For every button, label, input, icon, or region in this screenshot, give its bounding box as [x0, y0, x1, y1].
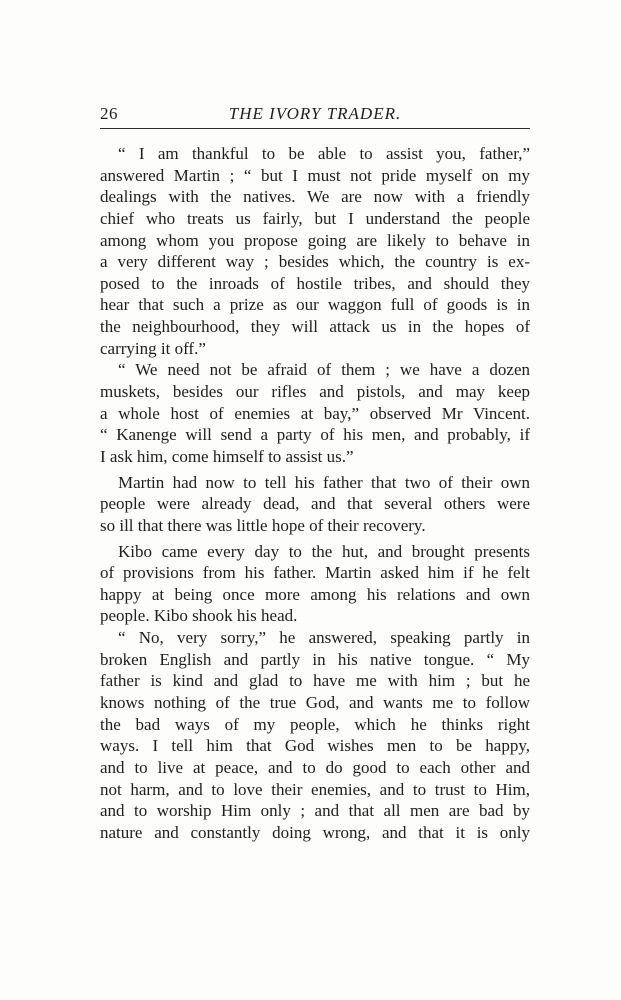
text-line: of provisions from his father. Martin asked him if he felt [100, 563, 530, 583]
text-line: people were already dead, and that several others were [100, 494, 530, 514]
text-line: muskets, besides our rifles and pistols, and may keep [100, 382, 530, 402]
text-line: father is kind and glad to have me with him ; but he [100, 671, 530, 691]
text-line: the neighbourhood, they will attack us in the hopes of [100, 317, 530, 337]
text-line: “ We need not be afraid of them ; we have a dozen [118, 360, 530, 380]
page-header [100, 100, 530, 126]
text-line: not harm, and to love their enemies, and to trust to Him, [100, 779, 530, 799]
text-line: chief who treats us fairly, but I understand the people [100, 208, 530, 228]
text-line: ways. I tell him that God wishes men to be happy, [100, 736, 530, 756]
text-line: knows nothing of the true God, and wants me to follow [100, 693, 530, 713]
text-line: “ No, very sorry,” he answered, speaking partly in [118, 628, 530, 648]
text-line: “ I am thankful to be able to assist you, father,” [118, 144, 530, 163]
text-line: among whom you propose going are likely to behave in [100, 230, 530, 250]
header-rule [100, 128, 530, 129]
text-line: posed to the inroads of hostile tribes, and should they [100, 273, 530, 293]
text-line: and to worship Him only ; and that all men are bad by [100, 801, 530, 821]
text-line: dealings with the natives. We are now with a friendly [100, 187, 530, 207]
body-text [100, 143, 530, 844]
text-line: Kibo came every day to the hut, and brought presents [118, 541, 530, 561]
running-title: THE IVORY TRADER. [228, 104, 402, 123]
text-line: Martin had now to tell his father that two of their own [118, 472, 530, 492]
text-line: people. Kibo shook his head. [100, 606, 298, 626]
text-line: the bad ways of my people, which he thinks right [100, 714, 530, 734]
text-line: “ Kanenge will send a party of his men, and probably, if [100, 425, 530, 445]
page-number: 26 [100, 104, 118, 123]
text-line: answered Martin ; “ but I must not pride myself on my [100, 165, 530, 185]
text-line: happy at being once more among his relations and own [100, 584, 530, 604]
text-line: hear that such a prize as our waggon full of goods is in [100, 295, 530, 315]
text-line: a very different way ; besides which, the country is ex- [100, 252, 530, 272]
text-line: and to live at peace, and to do good to each other and [100, 757, 530, 777]
text-line: a whole host of enemies at bay,” observed Mr Vincent. [100, 403, 530, 423]
text-line: so ill that there was little hope of their recovery. [100, 515, 426, 535]
text-line: nature and constantly doing wrong, and that it is only [100, 822, 530, 842]
text-line: carrying it off.” [100, 338, 206, 358]
text-line: I ask him, come himself to assist us.” [100, 446, 354, 466]
text-line: broken English and partly in his native tongue. “ My [100, 649, 530, 669]
